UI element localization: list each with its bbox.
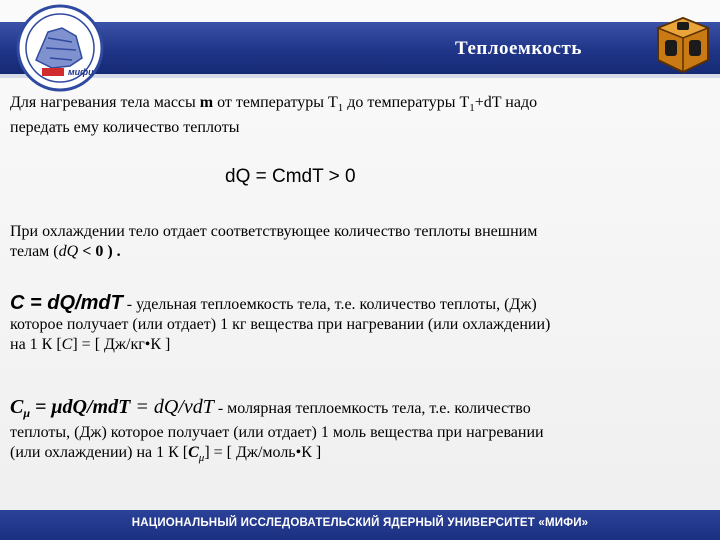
paragraph-cooling [10,222,710,262]
footer-text: НАЦИОНАЛЬНЫЙ ИССЛЕДОВАТЕЛЬСКИЙ ЯДЕРНЫЙ УНИВЕРСИТЕТ «МИФИ» [131,517,589,529]
molar-c-symbol-2: C [188,444,199,462]
p4-line1: - молярная теплоемкость тела, т.е. количество [213,400,531,417]
p1-text-d: +dT надо [474,94,538,111]
molar-formula-1: = μdQ/mdT [30,396,131,418]
p4-line3-b: ] = [ Дж/моль•К ] [204,444,322,462]
p3-line1: - удельная теплоемкость тела, т.е. количество теплоты, (Дж) [122,296,537,313]
t1-subscript: 1 [337,102,344,115]
p4-line3-a: (или охлаждении) на 1 К [ [10,444,189,462]
c-symbol: C [61,336,73,353]
p1-text-c: до температуры T [343,94,470,111]
cube-logo-icon [650,14,716,76]
mephi-logo-icon [12,2,108,94]
paragraph-heating [10,93,710,138]
header-divider [0,74,720,78]
paragraph-specific-heat [10,293,715,355]
p2-text-c: < 0 ) . [78,243,121,260]
t1-subscript-2: 1 [469,102,475,115]
p1-line2: передать ему количество теплоты [10,119,240,137]
p3-line3-a: на 1 К [ [10,336,62,353]
paragraph-molar-heat [10,397,715,468]
logo-text: мифи [68,67,94,77]
p3-line2: которое получает (или отдает) 1 кг вещества при нагревании (или охлаждении) [10,316,551,333]
p1-text-a: Для нагревания тела массы [10,94,200,111]
mu-subscript: μ [23,406,31,421]
p2-text-b: телам ( [10,243,59,260]
mu-subscript-2: μ [198,452,205,465]
mass-symbol: m [199,94,214,111]
heat-formula: dQ = CmdT > 0 [225,166,356,187]
header-bar [0,22,720,74]
page-title: Теплоемкость [455,38,582,59]
p3-line3-b: ] = [ Дж/кг•К ] [72,336,171,353]
dq-symbol: dQ [58,243,79,260]
p1-text-b: от температуры T [213,94,338,111]
molar-c-symbol: C [10,396,24,418]
p2-line1: При охлаждении тело отдает соответствующее количество теплоты внешним [10,223,538,240]
p4-line2: теплоты, (Дж) которое получает (или отдает) 1 моль вещества при нагревании [10,424,544,442]
molar-formula-2: = dQ/νdT [130,396,214,418]
specific-heat-formula: C = dQ/mdT [10,292,123,314]
